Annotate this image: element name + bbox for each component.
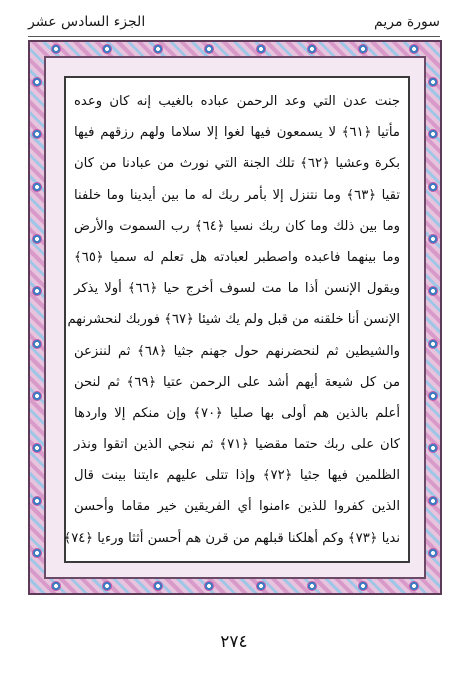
text-line: الإنسن أنا خلقنه من قبل ولم يك شيئا ﴿٦٧﴾ فوربك لنحشرنهم [67, 312, 400, 328]
rosette-ornament [358, 581, 368, 591]
text-line: من كل شيعة أيهم أشد على الرحمن عتيا ﴿٦٩﴾ ثم لنحن [74, 374, 401, 390]
rosette-ornament [428, 286, 438, 296]
rosette-ornament [102, 44, 112, 54]
rosette-ornament [153, 581, 163, 591]
rosette-ornament [428, 182, 438, 192]
rosette-ornament [428, 129, 438, 139]
text-line: الظلمين فيها جثيا ﴿٧٢﴾ وإذا تتلى عليهم ءايتنا بينت قال [74, 468, 400, 484]
juz-name: الجزء السادس عشر [28, 14, 146, 30]
rosette-ornament [428, 339, 438, 349]
text-line: وما بينهما فاعبده واصطبر لعبادته هل تعلم له سميا ﴿٦٥﴾ [74, 249, 400, 265]
text-line: وما بين ذلك وما كان ربك نسيا ﴿٦٤﴾ رب السموت والأرض [74, 218, 400, 234]
text-line: بكرة وعشيا ﴿٦٢﴾ تلك الجنة التي نورث من عبادنا من كان [74, 156, 400, 172]
rosette-ornament [204, 44, 214, 54]
quran-text-panel [64, 76, 410, 563]
rosette-ornament [32, 496, 42, 506]
rosette-ornament [428, 496, 438, 506]
rosette-ornament [32, 391, 42, 401]
text-line: أعلم بالذين هم أولى بها صليا ﴿٧٠﴾ وإن منكم إلا واردها [74, 405, 400, 421]
rosette-ornament [307, 44, 317, 54]
rosette-ornament [256, 581, 266, 591]
header-rule [28, 36, 440, 37]
rosette-ornament [102, 581, 112, 591]
rosette-ornament [32, 129, 42, 139]
rosette-ornament [32, 182, 42, 192]
text-line: والشيطين ثم لنحضرنهم حول جهنم جثيا ﴿٦٨﴾ ثم لننزعن [74, 343, 400, 359]
rosette-ornament [32, 443, 42, 453]
text-line: كان على ربك حتما مقضيا ﴿٧١﴾ ثم ننجي الذين اتقوا ونذر [74, 437, 400, 453]
text-line: تقيا ﴿٦٣﴾ وما نتنزل إلا بأمر ربك له ما بين أيدينا وما خلفنا [74, 187, 401, 203]
rosette-ornament [409, 581, 419, 591]
text-line: ويقول الإنسن أذا ما مت لسوف أخرج حيا ﴿٦٦﴾ أولا يذكر [74, 281, 400, 297]
rosette-ornament [428, 443, 438, 453]
frame-ornament-bottom [30, 579, 440, 593]
rosette-ornament [32, 339, 42, 349]
text-line: نديا ﴿٧٣﴾ وكم أهلكنا قبلهم من قرن هم أحسن أثثا ورءيا ﴿٧٤﴾ [63, 530, 400, 546]
rosette-ornament [51, 44, 61, 54]
rosette-ornament [204, 581, 214, 591]
rosette-ornament [51, 581, 61, 591]
text-line: مأتيا ﴿٦١﴾ لا يسمعون فيها لغوا إلا سلاما ولهم رزقهم فيها [74, 125, 400, 141]
rosette-ornament [428, 548, 438, 558]
rosette-ornament [32, 234, 42, 244]
rosette-ornament [32, 548, 42, 558]
rosette-ornament [32, 77, 42, 87]
rosette-ornament [32, 286, 42, 296]
rosette-ornament [428, 77, 438, 87]
page-number: ٢٧٤ [220, 632, 248, 652]
frame-ornament-left [30, 56, 44, 579]
rosette-ornament [358, 44, 368, 54]
ornamental-frame [28, 40, 442, 595]
rosette-ornament [428, 391, 438, 401]
verse-lines [63, 86, 401, 553]
surah-name: سورة مريم [374, 14, 440, 30]
rosette-ornament [307, 581, 317, 591]
rosette-ornament [409, 44, 419, 54]
text-line: الذين كفروا للذين ءامنوا أي الفريقين خير مقاما وأحسن [74, 499, 400, 515]
page-header [28, 12, 440, 38]
text-line: جنت عدن التي وعد الرحمن عباده بالغيب إنه كان وعده [74, 94, 400, 109]
frame-ornament-top [30, 42, 440, 56]
rosette-ornament [153, 44, 163, 54]
rosette-ornament [428, 234, 438, 244]
rosette-ornament [256, 44, 266, 54]
frame-ornament-right [426, 56, 440, 579]
